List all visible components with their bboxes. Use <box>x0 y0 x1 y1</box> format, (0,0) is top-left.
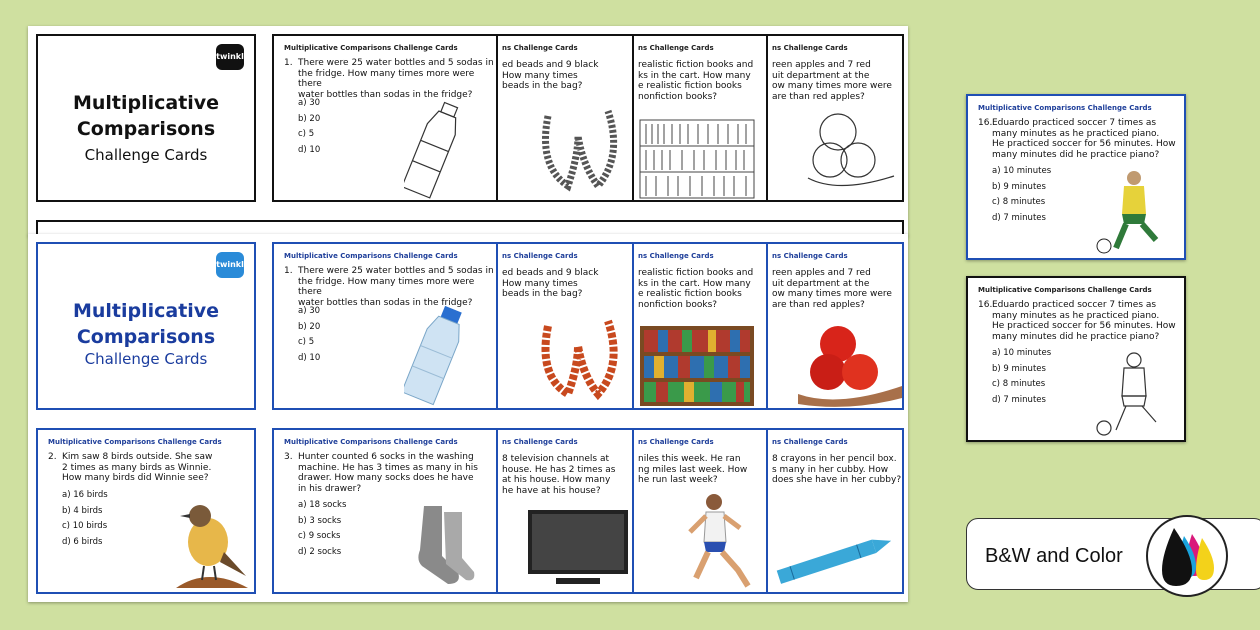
twinkl-logo: twinkl <box>216 252 244 278</box>
answer-options: a) 30 b) 20 c) 5 d) 10 <box>298 98 321 155</box>
card-header-fragment: ns Challenge Cards <box>772 438 848 446</box>
soccer-player-icon <box>1094 170 1176 256</box>
color-card-q16 <box>966 94 1186 260</box>
question-text: 16.Eduardo practiced soccer 7 times as many minutes as he practiced piano. He practiced soccer for 56 minutes. How many minutes did he practice piano? <box>978 118 1176 160</box>
cover-subtitle: Challenge Cards <box>84 350 208 368</box>
card-header-fragment: ns Challenge Cards <box>502 438 578 446</box>
card-header-fragment: ns Challenge Cards <box>638 252 714 260</box>
color-card-beads <box>496 242 636 410</box>
color-card-q3 <box>272 428 500 594</box>
question-text: 2. Kim saw 8 birds outside. She saw 2 times as many birds as Winnie. How many birds did Winnie see? <box>48 452 213 483</box>
question-fragment: 8 crayons in her pencil box. s many in her cubby. How does she have in her cubby? <box>772 454 902 485</box>
cover-title-1: Multiplicative <box>72 92 220 114</box>
answer-options: a) 18 socks b) 3 socks c) 9 socks d) 2 socks <box>298 500 347 557</box>
card-header-fragment: ns Challenge Cards <box>502 252 578 260</box>
card-header-fragment: ns Challenge Cards <box>638 44 714 52</box>
runner-icon <box>678 492 758 592</box>
soccer-player-icon <box>1094 352 1176 438</box>
television-icon <box>526 508 630 588</box>
question-fragment: niles this week. He ran ng miles last week. How he run last week? <box>638 454 748 485</box>
question-text: 16.Eduardo practiced soccer 7 times as many minutes as he practiced piano. He practiced soccer for 56 minutes. How many minutes did he practice piano? <box>978 300 1176 342</box>
question-fragment: realistic fiction books and ks in the cart. How many e realistic fiction books nonfiction books? <box>638 60 754 102</box>
socks-icon <box>408 502 480 588</box>
bookshelf-icon <box>638 118 758 200</box>
apples-icon <box>798 108 898 198</box>
card-header-fragment: ns Challenge Cards <box>772 44 848 52</box>
beads-icon <box>528 96 628 196</box>
bw-card-books <box>632 34 772 202</box>
card-header-fragment: ns Challenge Cards <box>502 44 578 52</box>
question-fragment: 8 television channels at house. He has 2 times as at his house. How many he have at his house? <box>502 454 616 496</box>
color-card-books <box>632 242 772 410</box>
question-fragment: reen apples and 7 red uit department at the ow many times more were are than red apples? <box>772 268 892 310</box>
card-header: Multiplicative Comparisons Challenge Cards <box>284 44 458 52</box>
bw-card-q16 <box>966 276 1186 442</box>
twinkl-logo: twinkl <box>216 44 244 70</box>
color-card-runner <box>632 428 772 594</box>
bw-card-apples <box>766 34 904 202</box>
cover-subtitle: Challenge Cards <box>84 146 208 164</box>
apples-icon <box>798 316 902 408</box>
color-card-apples <box>766 242 904 410</box>
water-bottle-icon <box>404 302 468 408</box>
answer-options: a) 30 b) 20 c) 5 d) 10 <box>298 306 321 363</box>
card-header-fragment: ns Challenge Cards <box>638 438 714 446</box>
question-fragment: reen apples and 7 red uit department at the ow many times more were are than red apples? <box>772 60 892 102</box>
answer-options: a) 10 minutes b) 9 minutes c) 8 minutes d) 7 minutes <box>992 166 1052 223</box>
color-card-crayon <box>766 428 904 594</box>
badge-label: B&W and Color <box>985 545 1123 567</box>
ink-drops-icon <box>1144 514 1230 598</box>
color-cover-card <box>36 242 256 410</box>
cover-title-2: Comparisons <box>76 118 216 140</box>
bird-icon <box>168 496 252 592</box>
card-header: Multiplicative Comparisons Challenge Cards <box>48 438 222 446</box>
water-bottle-icon <box>404 98 464 202</box>
bw-card-q1 <box>272 34 500 202</box>
card-header: Multiplicative Comparisons Challenge Cards <box>284 252 458 260</box>
question-fragment: ed beads and 9 black How many times beads in the bag? <box>502 60 599 91</box>
color-card-tv <box>496 428 636 594</box>
card-header: Multiplicative Comparisons Challenge Cards <box>978 286 1152 294</box>
cover-title-1: Multiplicative <box>72 300 220 322</box>
question-text: 3. Hunter counted 6 socks in the washing machine. He has 3 times as many in his drawer. How many socks does he have in his drawer? <box>284 452 478 494</box>
bookshelf-icon <box>638 324 758 408</box>
bw-card-beads <box>496 34 636 202</box>
question-text: 1. There were 25 water bottles and 5 sodas in the fridge. How many times more were there water bottles than sodas in the fridge? <box>284 58 494 100</box>
answer-options: a) 10 minutes b) 9 minutes c) 8 minutes d) 7 minutes <box>992 348 1052 405</box>
beads-icon <box>528 306 628 402</box>
card-header-fragment: ns Challenge Cards <box>772 252 848 260</box>
card-header: Multiplicative Comparisons Challenge Cards <box>284 438 458 446</box>
question-fragment: realistic fiction books and ks in the cart. How many e realistic fiction books nonfiction books? <box>638 268 754 310</box>
crayon-icon <box>770 534 900 584</box>
bw-cover-card <box>36 34 256 202</box>
cover-title-2: Comparisons <box>76 326 216 348</box>
question-text: 1. There were 25 water bottles and 5 sodas in the fridge. How many times more were there water bottles than sodas in the fridge? <box>284 266 494 308</box>
color-card-q1 <box>272 242 500 410</box>
answer-options: a) 16 birds b) 4 birds c) 10 birds d) 6 birds <box>62 490 108 547</box>
card-header: Multiplicative Comparisons Challenge Cards <box>978 104 1152 112</box>
color-card-q2 <box>36 428 256 594</box>
question-fragment: ed beads and 9 black How many times beads in the bag? <box>502 268 599 299</box>
